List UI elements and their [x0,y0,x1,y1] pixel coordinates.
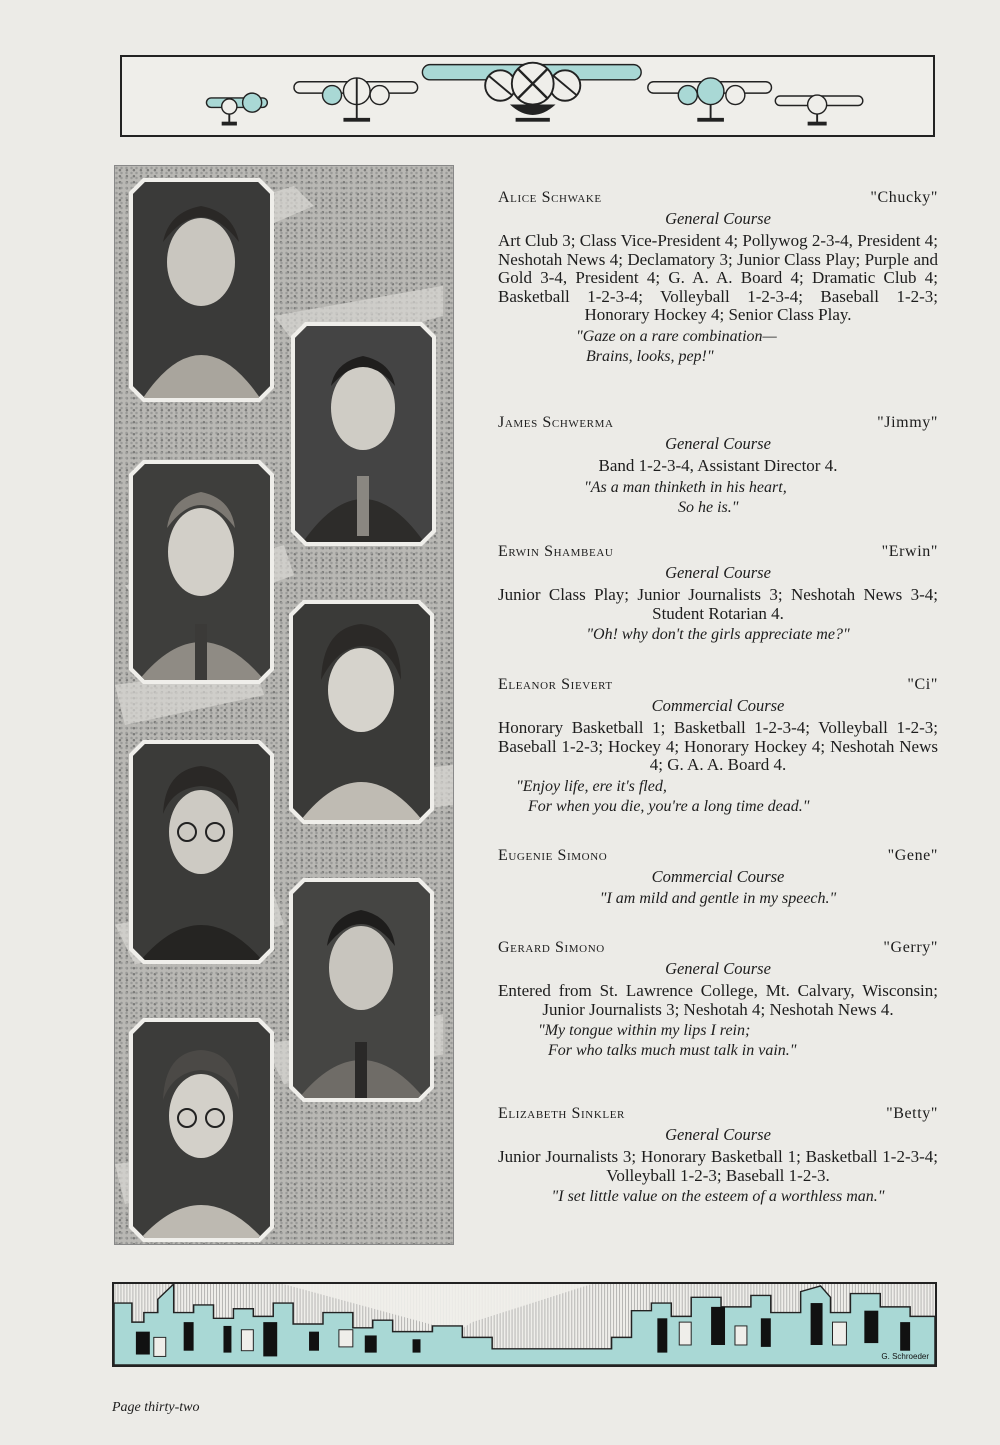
student-nickname: "Ci" [907,676,938,693]
portrait-erwin-shambeau [129,460,274,684]
quote-line: "I set little value on the esteem of a worthless man." [551,1188,885,1205]
student-course: Commercial Course [651,867,785,886]
portrait-panel [114,165,454,1245]
student-nickname: "Jimmy" [877,414,938,431]
student-quote [498,889,938,909]
portrait-gerard-simono [289,878,434,1102]
student-name: Eugenie Simono [498,847,608,864]
student-nickname: "Erwin" [881,543,938,560]
student-activities: Junior Journalists 3; Honorary Basketball 1; Basketball 1-2-3-4; Volleyball 1-2-3; Baseball 1-2-3. [498,1147,938,1185]
quote-line: "I am mild and gentle in my speech." [599,890,837,907]
quote-line: For when you die, you're a long time dead." [528,797,810,815]
airplane-illustration [122,57,933,135]
student-course: General Course [665,563,771,582]
student-quote [498,327,938,367]
student-activities: Art Club 3; Class Vice-President 4; Pollywog 2-3-4, President 4; Neshotah News 4; Declamatory 3; Junior Class Play; Purple and Gold 3-4, President 4; G. A. A. Board 4; Dramatic Club 4; Basketball 1-2-3-4; Volleyball 1-2-3-4; Baseball 1-2-3; Honorary Hockey 4; Senior Class Play. [498,231,938,324]
student-quote [498,478,938,518]
student-quote [498,777,938,817]
quote-line: For who talks much must talk in vain." [548,1042,797,1059]
student-course: General Course [665,434,771,453]
portrait-alice-schwake [129,178,274,402]
quote-line: Brains, looks, pep!" [586,347,714,365]
page-number: Page thirty-two [112,1400,200,1415]
portrait-eugenie-simono [129,740,274,964]
student-entry [498,543,938,645]
student-nickname: "Gerry" [883,939,938,956]
student-activities: Entered from St. Lawrence College, Mt. Calvary, Wisconsin; Junior Journalists 3; Neshotah 4; Neshotah News 4. [498,981,938,1019]
student-quote [498,1187,938,1207]
airplane-icon [648,78,772,122]
quote-line: "Oh! why don't the girls appreciate me?" [586,626,850,643]
airplane-banner [120,55,935,137]
student-activities: Honorary Basketball 1; Basketball 1-2-3-4; Volleyball 1-2-3; Baseball 1-2-3; Hockey 4; Honorary Hockey 4; Neshotah News 4; G. A. A. Board 4. [498,718,938,774]
student-activities: Junior Class Play; Junior Journalists 3; Neshotah News 3-4; Student Rotarian 4. [498,585,938,623]
airplane-icon [206,93,267,125]
student-course: Commercial Course [651,696,785,715]
student-activities: Band 1-2-3-4, Assistant Director 4. [598,456,838,475]
student-name: Alice Schwake [498,189,602,206]
student-nickname: "Betty" [886,1105,938,1122]
student-name: Gerard Simono [498,939,605,956]
student-entry [498,189,938,367]
student-entry [498,939,938,1061]
artist-signature: G. Schroeder [881,1352,929,1361]
quote-line: "As a man thinketh in his heart, [584,478,787,496]
portrait-elizabeth-sinkler [129,1018,274,1242]
quote-line: "My tongue within my lips I rein; [538,1022,751,1039]
student-quote [498,625,938,645]
airplane-icon [294,78,418,122]
student-quote [498,1021,938,1061]
student-entry [498,676,938,817]
quote-line: "Enjoy life, ere it's fled, [516,777,667,795]
skyline-illustration [114,1284,935,1365]
student-nickname: "Chucky" [870,189,938,206]
student-name: James Schwerma [498,414,614,431]
student-entry [498,847,938,909]
airplane-icon [422,63,641,122]
airplane-icon [775,95,863,125]
student-nickname: "Gene" [887,847,938,864]
student-entry [498,414,938,518]
student-name: Eleanor Sievert [498,676,613,693]
quote-line: So he is." [678,498,739,516]
city-skyline [112,1282,937,1367]
student-entry [498,1105,938,1207]
portrait-eleanor-sievert [289,600,434,824]
quote-line: "Gaze on a rare combination— [576,327,777,345]
portrait-james-schwerma [291,322,436,546]
student-name: Erwin Shambeau [498,543,614,560]
student-course: General Course [665,209,771,228]
student-name: Elizabeth Sinkler [498,1105,625,1122]
student-course: General Course [665,959,771,978]
student-course: General Course [665,1125,771,1144]
